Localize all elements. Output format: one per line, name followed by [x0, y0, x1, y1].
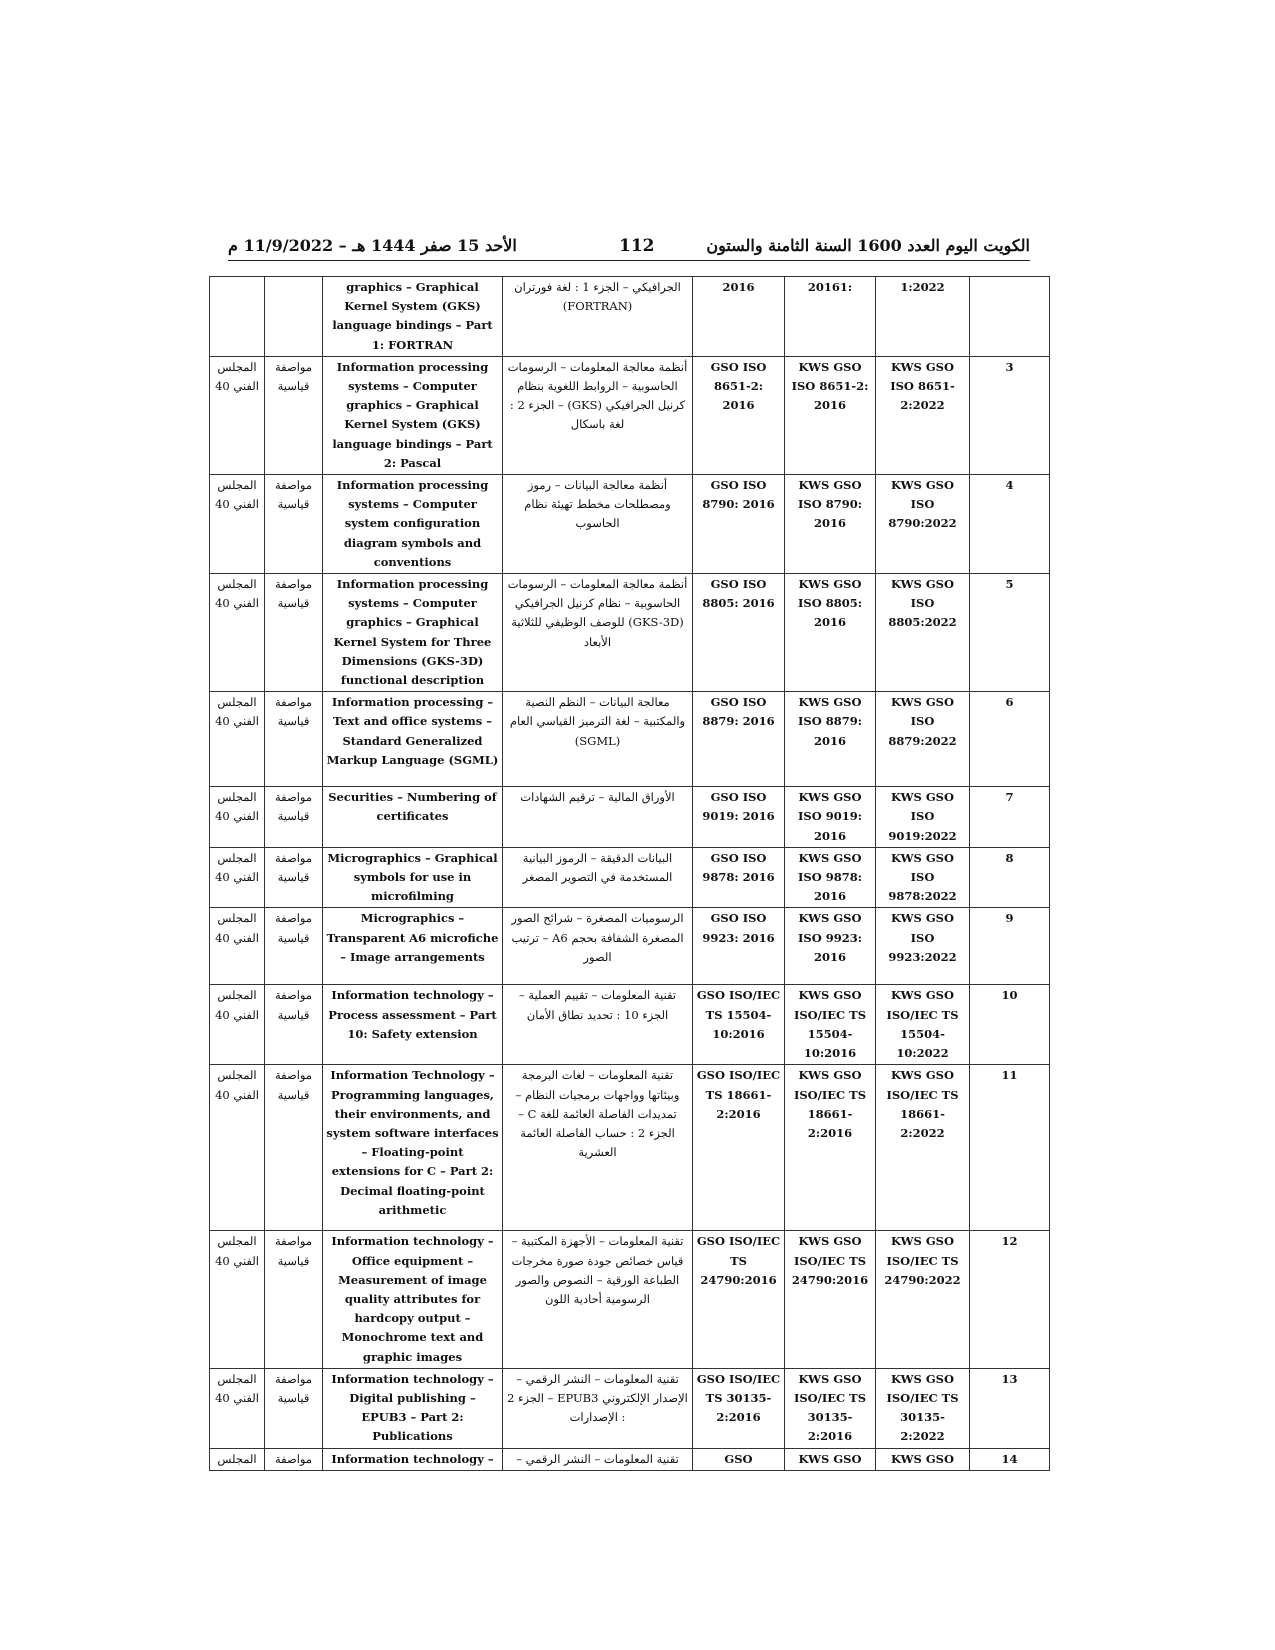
- kws-new-code-cell: 1:2022: [876, 277, 970, 357]
- kws-new-code-cell: KWS GSO: [876, 1448, 970, 1470]
- kws-old-code-cell: KWS GSO ISO 8879: 2016: [785, 692, 876, 787]
- arabic-title-cell: الرسوميات المصغرة – شرائح الصور المصغرة الشفافة بحجم A6 – ترتيب الصور: [503, 908, 693, 985]
- english-title-cell: Information processing systems – Computer graphics – Graphical Kernel System for Three Dimensions (GKS-3D) functional description: [323, 574, 503, 692]
- kws-new-code-cell: KWS GSO ISO 9878:2022: [876, 847, 970, 908]
- kws-old-code-cell: KWS GSO ISO 8805: 2016: [785, 574, 876, 692]
- standards-table: [209, 276, 1050, 1471]
- row-number-cell: 13: [970, 1368, 1050, 1448]
- table-row: [210, 277, 1050, 357]
- english-title-cell: Micrographics – Transparent A6 microfiche – Image arrangements: [323, 908, 503, 985]
- row-number-cell: 11: [970, 1065, 1050, 1231]
- english-title-cell: Information technology – Process assessment – Part 10: Safety extension: [323, 985, 503, 1065]
- kws-old-code-cell: KWS GSO ISO 8790: 2016: [785, 475, 876, 574]
- committee-cell: المجلس الفني 40: [210, 1368, 265, 1448]
- table-row: [210, 475, 1050, 574]
- arabic-title-cell: الجرافيكي – الجزء 1 : لغة فورتران (FORTRAN): [503, 277, 693, 357]
- gso-code-cell: GSO ISO/IEC TS 18661-2:2016: [693, 1065, 785, 1231]
- gso-code-cell: GSO ISO/IEC TS 24790:2016: [693, 1231, 785, 1368]
- committee-cell: المجلس الفني 40: [210, 692, 265, 787]
- committee-cell: المجلس: [210, 1448, 265, 1470]
- committee-cell: المجلس الفني 40: [210, 787, 265, 848]
- arabic-title-cell: تقنية المعلومات – لغات البرمجة وبيئاتها وواجهات برمجيات النظام – تمديدات الفاصلة العائمة للغة C – الجزء 2 : حساب الفاصلة العائمة العشرية: [503, 1065, 693, 1231]
- arabic-title-cell: البيانات الدقيقة – الرموز البيانية المستخدمة في التصوير المصغر: [503, 847, 693, 908]
- kws-old-code-cell: KWS GSO ISO/IEC TS 18661-2:2016: [785, 1065, 876, 1231]
- gso-code-cell: GSO ISO 9878: 2016: [693, 847, 785, 908]
- table-row: [210, 1231, 1050, 1368]
- kws-new-code-cell: KWS GSO ISO/IEC TS 15504-10:2022: [876, 985, 970, 1065]
- kws-new-code-cell: KWS GSO ISO/IEC TS 18661-2:2022: [876, 1065, 970, 1231]
- row-number-cell: 9: [970, 908, 1050, 985]
- type-cell: مواصفة قياسية: [265, 1065, 323, 1231]
- committee-cell: المجلس الفني 40: [210, 356, 265, 474]
- table-body: [210, 277, 1050, 1471]
- kws-old-code-cell: KWS GSO ISO 8651-2: 2016: [785, 356, 876, 474]
- gso-code-cell: GSO ISO/IEC TS 15504-10:2016: [693, 985, 785, 1065]
- type-cell: مواصفة قياسية: [265, 1368, 323, 1448]
- english-title-cell: Information technology –: [323, 1448, 503, 1470]
- kws-old-code-cell: KWS GSO ISO 9019: 2016: [785, 787, 876, 848]
- table-row: [210, 574, 1050, 692]
- kws-old-code-cell: 20161:: [785, 277, 876, 357]
- arabic-title-cell: معالجة البيانات – النظم النصية والمكتبية – لغة الترميز القياسي العام (SGML): [503, 692, 693, 787]
- kws-old-code-cell: KWS GSO ISO/IEC TS 30135-2:2016: [785, 1368, 876, 1448]
- gso-code-cell: GSO ISO 8790: 2016: [693, 475, 785, 574]
- table-row: [210, 1065, 1050, 1231]
- english-title-cell: Information technology – Digital publishing – EPUB3 – Part 2: Publications: [323, 1368, 503, 1448]
- kws-new-code-cell: KWS GSO ISO/IEC TS 24790:2022: [876, 1231, 970, 1368]
- table-row: [210, 787, 1050, 848]
- gazette-title: الكويت اليوم العدد 1600 السنة الثامنة والستون: [706, 236, 1030, 255]
- arabic-title-cell: تقنية المعلومات – الأجهزة المكتبية – قياس خصائص جودة صورة مخرجات الطباعة الورقية – النصوص والصور الرسومية أحادية اللون: [503, 1231, 693, 1368]
- gso-code-cell: GSO: [693, 1448, 785, 1470]
- kws-new-code-cell: KWS GSO ISO 8805:2022: [876, 574, 970, 692]
- kws-new-code-cell: KWS GSO ISO 8790:2022: [876, 475, 970, 574]
- row-number-cell: 4: [970, 475, 1050, 574]
- row-number-cell: 5: [970, 574, 1050, 692]
- committee-cell: المجلس الفني 40: [210, 475, 265, 574]
- committee-cell: المجلس الفني 40: [210, 1065, 265, 1231]
- kws-old-code-cell: KWS GSO ISO/IEC TS 24790:2016: [785, 1231, 876, 1368]
- gso-code-cell: GSO ISO/IEC TS 30135-2:2016: [693, 1368, 785, 1448]
- kws-old-code-cell: KWS GSO ISO 9923: 2016: [785, 908, 876, 985]
- arabic-title-cell: أنظمة معالجة البيانات – رموز ومصطلحات مخطط تهيئة نظام الحاسوب: [503, 475, 693, 574]
- page-number: 112: [619, 236, 655, 256]
- row-number-cell: 14: [970, 1448, 1050, 1470]
- committee-cell: المجلس الفني 40: [210, 1231, 265, 1368]
- kws-new-code-cell: KWS GSO ISO 9019:2022: [876, 787, 970, 848]
- kws-new-code-cell: KWS GSO ISO/IEC TS 30135-2:2022: [876, 1368, 970, 1448]
- english-title-cell: Securities – Numbering of certificates: [323, 787, 503, 848]
- gso-code-cell: GSO ISO 9019: 2016: [693, 787, 785, 848]
- arabic-title-cell: تقنية المعلومات – تقييم العملية – الجزء 10 : تحديد نطاق الأمان: [503, 985, 693, 1065]
- type-cell: مواصفة قياسية: [265, 847, 323, 908]
- committee-cell: المجلس الفني 40: [210, 574, 265, 692]
- arabic-title-cell: تقنية المعلومات – النشر الرقمي –: [503, 1448, 693, 1470]
- type-cell: مواصفة قياسية: [265, 574, 323, 692]
- table-row: [210, 847, 1050, 908]
- row-number-cell: 8: [970, 847, 1050, 908]
- row-number-cell: 3: [970, 356, 1050, 474]
- row-number-cell: 6: [970, 692, 1050, 787]
- table-row: [210, 692, 1050, 787]
- table-row: [210, 356, 1050, 474]
- type-cell: [265, 277, 323, 357]
- english-title-cell: Information Technology – Programming languages, their environments, and system software interfaces – Floating-point extensions for C – Part 2: Decimal floating-point arithmetic: [323, 1065, 503, 1231]
- row-number-cell: 12: [970, 1231, 1050, 1368]
- english-title-cell: graphics – Graphical Kernel System (GKS) language bindings – Part 1: FORTRAN: [323, 277, 503, 357]
- arabic-title-cell: تقنية المعلومات – النشر الرقمي – الإصدار الإلكتروني EPUB3 – الجزء 2 : الإصدارات: [503, 1368, 693, 1448]
- kws-new-code-cell: KWS GSO ISO 9923:2022: [876, 908, 970, 985]
- gso-code-cell: GSO ISO 9923: 2016: [693, 908, 785, 985]
- table-row: [210, 908, 1050, 985]
- type-cell: مواصفة: [265, 1448, 323, 1470]
- english-title-cell: Information processing – Text and office systems – Standard Generalized Markup Language (SGML): [323, 692, 503, 787]
- kws-old-code-cell: KWS GSO ISO 9878: 2016: [785, 847, 876, 908]
- gso-code-cell: GSO ISO 8805: 2016: [693, 574, 785, 692]
- type-cell: مواصفة قياسية: [265, 692, 323, 787]
- row-number-cell: [970, 277, 1050, 357]
- type-cell: مواصفة قياسية: [265, 787, 323, 848]
- kws-old-code-cell: KWS GSO: [785, 1448, 876, 1470]
- row-number-cell: 7: [970, 787, 1050, 848]
- arabic-title-cell: الأوراق المالية – ترقيم الشهادات: [503, 787, 693, 848]
- english-title-cell: Micrographics – Graphical symbols for use in microfilming: [323, 847, 503, 908]
- english-title-cell: Information processing systems – Computer graphics – Graphical Kernel System (GKS) language bindings – Part 2: Pascal: [323, 356, 503, 474]
- committee-cell: المجلس الفني 40: [210, 847, 265, 908]
- gso-code-cell: 2016: [693, 277, 785, 357]
- type-cell: مواصفة قياسية: [265, 908, 323, 985]
- type-cell: مواصفة قياسية: [265, 1231, 323, 1368]
- arabic-title-cell: أنظمة معالجة المعلومات – الرسومات الحاسوبية – الروابط اللغوية بنظام كرنيل الجرافيكي (GKS) – الجزء 2 : لغة باسكال: [503, 356, 693, 474]
- row-number-cell: 10: [970, 985, 1050, 1065]
- header-date: الأحد 15 صفر 1444 هـ – 11/9/2022 م: [228, 236, 517, 255]
- type-cell: مواصفة قياسية: [265, 985, 323, 1065]
- table-row: [210, 1448, 1050, 1470]
- committee-cell: المجلس الفني 40: [210, 908, 265, 985]
- english-title-cell: Information processing systems – Computer system configuration diagram symbols and conventions: [323, 475, 503, 574]
- page-header: [228, 236, 1030, 261]
- kws-new-code-cell: KWS GSO ISO 8879:2022: [876, 692, 970, 787]
- english-title-cell: Information technology – Office equipment – Measurement of image quality attributes for hardcopy output – Monochrome text and graphic images: [323, 1231, 503, 1368]
- gso-code-cell: GSO ISO 8651-2: 2016: [693, 356, 785, 474]
- kws-new-code-cell: KWS GSO ISO 8651-2:2022: [876, 356, 970, 474]
- table-row: [210, 1368, 1050, 1448]
- kws-old-code-cell: KWS GSO ISO/IEC TS 15504-10:2016: [785, 985, 876, 1065]
- type-cell: مواصفة قياسية: [265, 475, 323, 574]
- gso-code-cell: GSO ISO 8879: 2016: [693, 692, 785, 787]
- committee-cell: [210, 277, 265, 357]
- table-row: [210, 985, 1050, 1065]
- arabic-title-cell: أنظمة معالجة المعلومات – الرسومات الحاسوبية – نظام كرنيل الجرافيكي (GKS-3D) للوصف الوظيفي للثلاثية الأبعاد: [503, 574, 693, 692]
- type-cell: مواصفة قياسية: [265, 356, 323, 474]
- committee-cell: المجلس الفني 40: [210, 985, 265, 1065]
